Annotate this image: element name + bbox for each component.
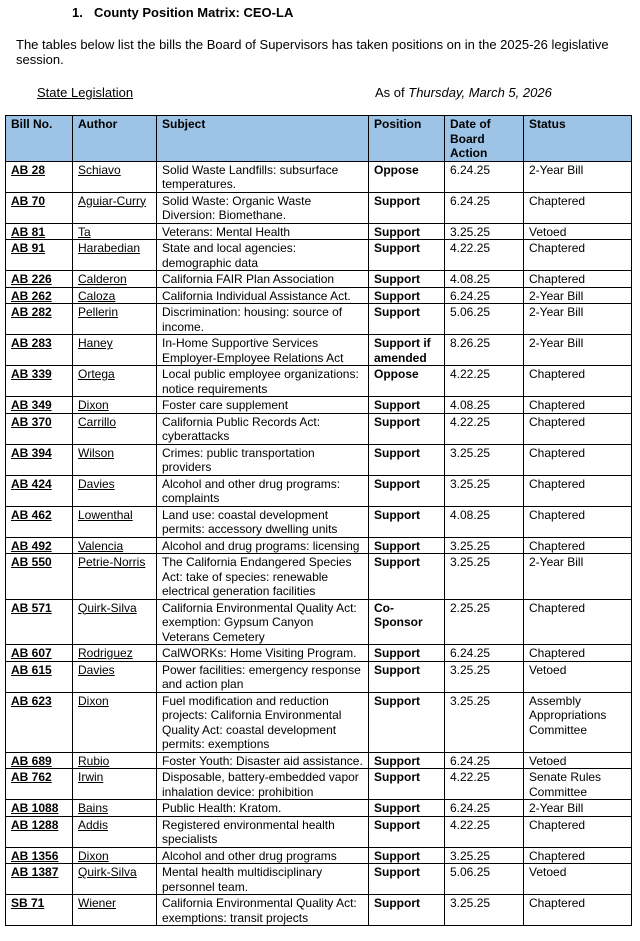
bill-status: Vetoed	[524, 864, 632, 895]
board-action-date: 4.08.25	[445, 271, 524, 288]
bill-subject: Local public employee organizations: notice requirements	[157, 366, 369, 397]
bill-position: Support	[369, 223, 445, 240]
bill-status: Vetoed	[524, 752, 632, 769]
section-heading	[72, 5, 293, 20]
author-link[interactable]: Davies	[73, 475, 157, 506]
bill-position: Support	[369, 692, 445, 752]
bill-status: 2-Year Bill	[524, 304, 632, 335]
board-action-date: 4.22.25	[445, 240, 524, 271]
author-link[interactable]: Davies	[73, 661, 157, 692]
author-link[interactable]: Quirk-Silva	[73, 864, 157, 895]
bill-number-link[interactable]: AB 689	[6, 752, 73, 769]
bill-position: Support	[369, 661, 445, 692]
board-action-date: 6.24.25	[445, 800, 524, 817]
bill-status: Chaptered	[524, 366, 632, 397]
bill-number-link[interactable]: AB 91	[6, 240, 73, 271]
bill-status: Chaptered	[524, 397, 632, 414]
table-row	[6, 816, 632, 847]
bill-position: Support	[369, 752, 445, 769]
author-link[interactable]: Harabedian	[73, 240, 157, 271]
section-title: County Position Matrix: CEO-LA	[94, 5, 294, 20]
board-action-date: 6.24.25	[445, 192, 524, 223]
bill-subject: Discrimination: housing: source of income.	[157, 304, 369, 335]
table-row	[6, 554, 632, 600]
author-link[interactable]: Pellerin	[73, 304, 157, 335]
bill-subject: Disposable, battery-embedded vapor inhalation device: prohibition	[157, 769, 369, 800]
author-link[interactable]: Rubio	[73, 752, 157, 769]
bill-position: Oppose	[369, 161, 445, 192]
table-row	[6, 397, 632, 414]
bill-subject: Fuel modification and reduction projects: California Environmental Quality Act: coastal development permits: exemptions	[157, 692, 369, 752]
bill-subject: California Public Records Act: cyberattacks	[157, 413, 369, 444]
bill-status: Chaptered	[524, 895, 632, 926]
table-row	[6, 223, 632, 240]
table-row	[6, 864, 632, 895]
section-number: 1.	[72, 5, 83, 20]
column-header-position: Position	[369, 116, 445, 162]
table-row	[6, 304, 632, 335]
author-link[interactable]: Dixon	[73, 397, 157, 414]
table-row	[6, 475, 632, 506]
bill-position: Oppose	[369, 366, 445, 397]
table-row	[6, 240, 632, 271]
column-header-status: Status	[524, 116, 632, 162]
board-action-date: 3.25.25	[445, 895, 524, 926]
bill-subject: State and local agencies: demographic data	[157, 240, 369, 271]
board-action-date: 3.25.25	[445, 692, 524, 752]
bill-status: Chaptered	[524, 240, 632, 271]
bill-status: Chaptered	[524, 192, 632, 223]
board-action-date: 5.06.25	[445, 304, 524, 335]
board-action-date: 6.24.25	[445, 287, 524, 304]
board-action-date: 4.22.25	[445, 769, 524, 800]
bill-subject: Alcohol and drug programs: licensing	[157, 537, 369, 554]
author-link[interactable]: Haney	[73, 335, 157, 366]
bill-number-link[interactable]: AB 424	[6, 475, 73, 506]
bill-subject: Public Health: Kratom.	[157, 800, 369, 817]
table-row	[6, 506, 632, 537]
bill-number-link[interactable]: AB 571	[6, 599, 73, 645]
as-of-date-value: Thursday, March 5, 2026	[408, 85, 552, 100]
table-row	[6, 800, 632, 817]
bill-number-link[interactable]: AB 81	[6, 223, 73, 240]
bill-position: Support	[369, 304, 445, 335]
bill-status: Chaptered	[524, 599, 632, 645]
bill-subject: Power facilities: emergency response and action plan	[157, 661, 369, 692]
bill-subject: CalWORKs: Home Visiting Program.	[157, 645, 369, 662]
bill-position: Co-Sponsor	[369, 599, 445, 645]
board-action-date: 4.08.25	[445, 397, 524, 414]
author-link[interactable]: Addis	[73, 816, 157, 847]
bill-number-link[interactable]: AB 28	[6, 161, 73, 192]
bill-position: Support	[369, 816, 445, 847]
bill-subject: In-Home Supportive Services Employer-Employee Relations Act	[157, 335, 369, 366]
table-header-row	[6, 116, 632, 162]
as-of-date	[375, 85, 552, 100]
bill-subject: Alcohol and other drug programs	[157, 847, 369, 864]
bill-status: Chaptered	[524, 413, 632, 444]
column-header-bill: Bill No.	[6, 116, 73, 162]
author-link[interactable]: Schiavo	[73, 161, 157, 192]
board-action-date: 3.25.25	[445, 475, 524, 506]
author-link[interactable]: Rodriguez	[73, 645, 157, 662]
author-link[interactable]: Carrillo	[73, 413, 157, 444]
bill-subject: Veterans: Mental Health	[157, 223, 369, 240]
author-link[interactable]: Caloza	[73, 287, 157, 304]
author-link[interactable]: Quirk-Silva	[73, 599, 157, 645]
board-action-date: 6.24.25	[445, 161, 524, 192]
board-action-date: 5.06.25	[445, 864, 524, 895]
author-link[interactable]: Bains	[73, 800, 157, 817]
board-action-date: 8.26.25	[445, 335, 524, 366]
bill-position: Support	[369, 397, 445, 414]
bill-number-link[interactable]: AB 762	[6, 769, 73, 800]
column-header-date: Date of Board Action	[445, 116, 524, 162]
bill-subject: California FAIR Plan Association	[157, 271, 369, 288]
board-action-date: 6.24.25	[445, 645, 524, 662]
bill-status: Vetoed	[524, 223, 632, 240]
bill-position: Support	[369, 240, 445, 271]
bill-position: Support	[369, 645, 445, 662]
bill-position: Support	[369, 847, 445, 864]
bill-number-link[interactable]: AB 623	[6, 692, 73, 752]
bill-number-link[interactable]: AB 1387	[6, 864, 73, 895]
bill-number-link[interactable]: AB 283	[6, 335, 73, 366]
bill-position: Support	[369, 271, 445, 288]
bill-number-link[interactable]: AB 282	[6, 304, 73, 335]
bill-subject: California Environmental Quality Act: exemptions: transit projects	[157, 895, 369, 926]
table-row	[6, 847, 632, 864]
bill-number-link[interactable]: AB 1356	[6, 847, 73, 864]
bill-number-link[interactable]: AB 70	[6, 192, 73, 223]
bill-position: Support	[369, 444, 445, 475]
board-action-date: 3.25.25	[445, 537, 524, 554]
author-link[interactable]: Valencia	[73, 537, 157, 554]
bill-subject: California Environmental Quality Act: exemption: Gypsum Canyon Veterans Cemetery	[157, 599, 369, 645]
bill-subject: Solid Waste Landfills: subsurface temperatures.	[157, 161, 369, 192]
bill-status: 2-Year Bill	[524, 287, 632, 304]
board-action-date: 3.25.25	[445, 223, 524, 240]
table-row	[6, 271, 632, 288]
bill-position: Support	[369, 192, 445, 223]
board-action-date: 3.25.25	[445, 847, 524, 864]
bill-subject: Alcohol and other drug programs: complaints	[157, 475, 369, 506]
author-link[interactable]: Lowenthal	[73, 506, 157, 537]
bill-number-link[interactable]: AB 607	[6, 645, 73, 662]
bill-status: Senate Rules Committee	[524, 769, 632, 800]
table-row	[6, 444, 632, 475]
bill-subject: Solid Waste: Organic Waste Diversion: Biomethane.	[157, 192, 369, 223]
bill-number-link[interactable]: AB 394	[6, 444, 73, 475]
table-row	[6, 413, 632, 444]
bill-subject: Foster Youth: Disaster aid assistance.	[157, 752, 369, 769]
table-row	[6, 366, 632, 397]
bill-status: Assembly Appropriations Committee	[524, 692, 632, 752]
bill-position: Support	[369, 769, 445, 800]
board-action-date: 4.22.25	[445, 816, 524, 847]
table-row	[6, 192, 632, 223]
board-action-date: 4.22.25	[445, 366, 524, 397]
board-action-date: 3.25.25	[445, 661, 524, 692]
author-link[interactable]: Wiener	[73, 895, 157, 926]
bill-status: Chaptered	[524, 645, 632, 662]
bill-number-link[interactable]: AB 492	[6, 537, 73, 554]
state-legislation-label: State Legislation	[37, 85, 134, 100]
bill-number-link[interactable]: AB 226	[6, 271, 73, 288]
bill-status: 2-Year Bill	[524, 800, 632, 817]
bill-number-link[interactable]: AB 262	[6, 287, 73, 304]
author-link[interactable]: Ta	[73, 223, 157, 240]
bill-number-link[interactable]: AB 1088	[6, 800, 73, 817]
column-header-subject: Subject	[157, 116, 369, 162]
bill-position: Support	[369, 287, 445, 304]
bill-rows	[6, 161, 632, 926]
bill-subject: Foster care supplement	[157, 397, 369, 414]
intro-paragraph: The tables below list the bills the Board of Supervisors has taken positions on in the 2025-26 legislative session.	[16, 37, 609, 67]
bill-subject: Crimes: public transportation providers	[157, 444, 369, 475]
bill-subject: Registered environmental health specialists	[157, 816, 369, 847]
bill-position: Support	[369, 475, 445, 506]
bill-number-link[interactable]: AB 615	[6, 661, 73, 692]
bill-status: 2-Year Bill	[524, 335, 632, 366]
position-matrix-table	[5, 115, 632, 926]
author-link[interactable]: Petrie-Norris	[73, 554, 157, 600]
table-row	[6, 661, 632, 692]
bill-subject: Mental health multidisciplinary personnel team.	[157, 864, 369, 895]
bill-status: 2-Year Bill	[524, 554, 632, 600]
bill-status: 2-Year Bill	[524, 161, 632, 192]
bill-status: Chaptered	[524, 475, 632, 506]
board-action-date: 4.22.25	[445, 413, 524, 444]
board-action-date: 2.25.25	[445, 599, 524, 645]
board-action-date: 6.24.25	[445, 752, 524, 769]
bill-number-link[interactable]: AB 349	[6, 397, 73, 414]
author-link[interactable]: Dixon	[73, 692, 157, 752]
table-row	[6, 599, 632, 645]
bill-status: Chaptered	[524, 847, 632, 864]
author-link[interactable]: Irwin	[73, 769, 157, 800]
bill-status: Chaptered	[524, 537, 632, 554]
table-row	[6, 537, 632, 554]
bill-status: Chaptered	[524, 271, 632, 288]
bill-position: Support	[369, 864, 445, 895]
table-row	[6, 752, 632, 769]
table-row	[6, 161, 632, 192]
board-action-date: 3.25.25	[445, 554, 524, 600]
column-header-author: Author	[73, 116, 157, 162]
bill-status: Chaptered	[524, 816, 632, 847]
bill-status: Chaptered	[524, 444, 632, 475]
bill-position: Support	[369, 413, 445, 444]
bill-position: Support	[369, 895, 445, 926]
author-link[interactable]: Aguiar-Curry	[73, 192, 157, 223]
bill-position: Support	[369, 537, 445, 554]
bill-number-link[interactable]: AB 462	[6, 506, 73, 537]
author-link[interactable]: Ortega	[73, 366, 157, 397]
table-row	[6, 645, 632, 662]
bill-status: Vetoed	[524, 661, 632, 692]
as-of-prefix: As of	[375, 85, 405, 100]
board-action-date: 4.08.25	[445, 506, 524, 537]
author-link[interactable]: Wilson	[73, 444, 157, 475]
bill-position: Support	[369, 506, 445, 537]
table-row	[6, 335, 632, 366]
table-row	[6, 287, 632, 304]
bill-number-link[interactable]: AB 550	[6, 554, 73, 600]
bill-subject: The California Endangered Species Act: take of species: renewable electrical generation facilities	[157, 554, 369, 600]
author-link[interactable]: Calderon	[73, 271, 157, 288]
bill-status: Chaptered	[524, 506, 632, 537]
bill-position: Support	[369, 554, 445, 600]
bill-position: Support	[369, 800, 445, 817]
bill-number-link[interactable]: AB 339	[6, 366, 73, 397]
table-row	[6, 895, 632, 926]
table-row	[6, 692, 632, 752]
bill-subject: California Individual Assistance Act.	[157, 287, 369, 304]
bill-position: Support if amended	[369, 335, 445, 366]
table-row	[6, 769, 632, 800]
bill-number-link[interactable]: SB 71	[6, 895, 73, 926]
author-link[interactable]: Dixon	[73, 847, 157, 864]
board-action-date: 3.25.25	[445, 444, 524, 475]
bill-subject: Land use: coastal development permits: accessory dwelling units	[157, 506, 369, 537]
bill-number-link[interactable]: AB 370	[6, 413, 73, 444]
bill-number-link[interactable]: AB 1288	[6, 816, 73, 847]
